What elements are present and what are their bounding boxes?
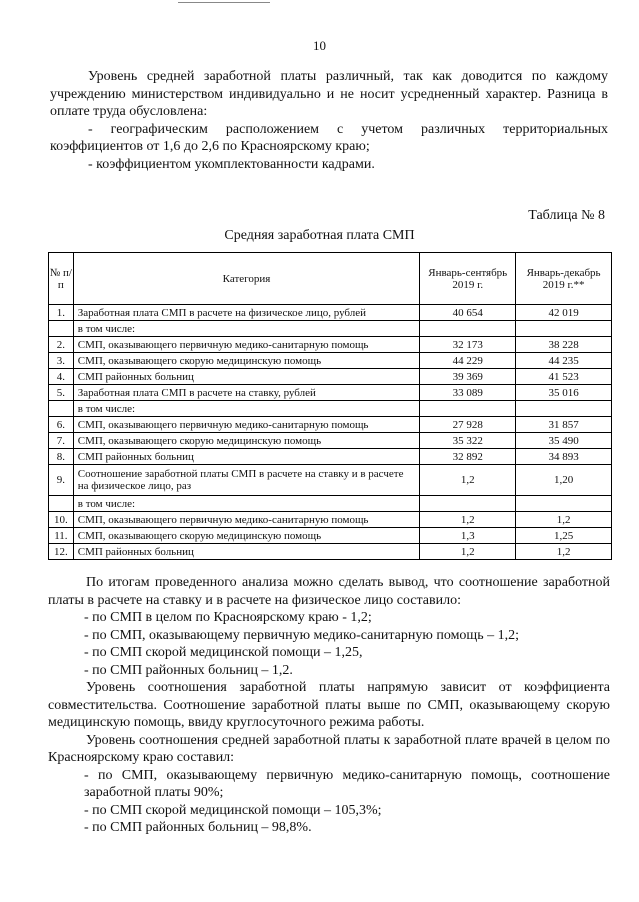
table-header-row: [49, 253, 612, 305]
intro-bullet: - географическим расположением с учетом различных территориальных коэффициентов от 1,6 до 2,6 по Красноярскому краю;: [50, 121, 608, 154]
row-number: [49, 321, 74, 337]
conclusion-list-item: - по СМП районных больниц – 1,2.: [84, 662, 293, 678]
row-number: 1.: [49, 305, 74, 321]
row-value-col2: 1,25: [516, 528, 612, 544]
row-value-col1: [420, 321, 516, 337]
row-value-col2: 38 228: [516, 337, 612, 353]
intro-section: [50, 68, 608, 173]
row-value-col1: 32 173: [420, 337, 516, 353]
row-value-col1: 39 369: [420, 369, 516, 385]
row-value-col1: 1,2: [420, 465, 516, 496]
row-value-col2: 35 490: [516, 433, 612, 449]
conclusion-list-item: - по СМП скорой медицинской помощи – 105,3%;: [84, 802, 382, 818]
row-category: СМП районных больниц: [73, 449, 420, 465]
conclusion-list-item: - по СМП, оказывающему первичную медико-санитарную помощь – 1,2;: [84, 627, 519, 643]
salary-table: [48, 252, 612, 560]
table-row: [49, 433, 612, 449]
conclusion-list-item: - по СМП скорой медицинской помощи – 1,25,: [84, 645, 363, 660]
table-row: [49, 305, 612, 321]
row-value-col1: 35 322: [420, 433, 516, 449]
table-row: [49, 544, 612, 560]
row-category: в том числе:: [73, 496, 420, 512]
table-row: [49, 465, 612, 496]
row-number: 8.: [49, 449, 74, 465]
row-value-col1: [420, 401, 516, 417]
header-col1: Январь-сентябрь 2019 г.: [420, 253, 516, 305]
table-label: Таблица № 8: [528, 208, 605, 223]
row-category: СМП районных больниц: [73, 369, 420, 385]
intro-paragraph: Уровень средней заработной платы различный, так как доводится по каждому учреждению министерством индивидуально и не носит усредненный характер. Разница в оплате труда обусловлена:: [50, 69, 608, 119]
row-category: СМП, оказывающего скорую медицинскую помощь: [73, 353, 420, 369]
row-number: 11.: [49, 528, 74, 544]
row-value-col2: 31 857: [516, 417, 612, 433]
row-number: 12.: [49, 544, 74, 560]
row-value-col1: 1,3: [420, 528, 516, 544]
row-value-col2: 34 893: [516, 449, 612, 465]
conclusion-list-item: - по СМП районных больниц – 98,8%.: [84, 820, 312, 835]
row-value-col2: 1,2: [516, 544, 612, 560]
table-row: [49, 401, 612, 417]
row-value-col2: 44 235: [516, 353, 612, 369]
table-row: [49, 449, 612, 465]
table-row: [49, 385, 612, 401]
table-row: [49, 496, 612, 512]
table-row: [49, 337, 612, 353]
header-category: Категория: [73, 253, 420, 305]
row-number: 10.: [49, 512, 74, 528]
row-value-col2: [516, 401, 612, 417]
table-row: [49, 321, 612, 337]
intro-bullet: - коэффициентом укомплектованности кадрами.: [88, 156, 375, 172]
conclusion-list-item: - по СМП в целом по Красноярскому краю - 1,2;: [84, 610, 372, 625]
row-value-col1: 27 928: [420, 417, 516, 433]
row-value-col1: 33 089: [420, 385, 516, 401]
top-rule: [178, 2, 270, 3]
row-value-col1: 40 654: [420, 305, 516, 321]
row-category: СМП районных больниц: [73, 544, 420, 560]
row-category: СМП, оказывающего первичную медико-санитарную помощь: [73, 512, 420, 528]
row-category: Заработная плата СМП в расчете на физическое лицо, рублей: [73, 305, 420, 321]
row-number: 9.: [49, 465, 74, 496]
row-category: Соотношение заработной платы СМП в расчете на ставку и в расчете на физическое лицо, раз: [73, 465, 420, 496]
row-value-col1: [420, 496, 516, 512]
row-value-col2: 42 019: [516, 305, 612, 321]
header-num: № п/п: [49, 253, 74, 305]
row-number: [49, 401, 74, 417]
row-number: 4.: [49, 369, 74, 385]
conclusion-paragraph: По итогам проведенного анализа можно сделать вывод, что соотношение заработной платы в расчете на ставку и в расчете на физическое лицо составило:: [48, 575, 610, 608]
row-number: 2.: [49, 337, 74, 353]
table-row: [49, 512, 612, 528]
conclusion-paragraph: Уровень соотношения заработной платы напрямую зависит от коэффициента совместительства. Соотношение заработной платы выше по СМП, оказывающему скорую медицинскую помощь, ввиду круглосуточного режима работы.: [48, 680, 610, 730]
table-row: [49, 353, 612, 369]
row-value-col2: [516, 496, 612, 512]
row-value-col1: 1,2: [420, 544, 516, 560]
row-value-col2: [516, 321, 612, 337]
conclusion-paragraph: Уровень соотношения средней заработной платы к заработной плате врачей в целом по Красноярскому краю составил:: [48, 732, 610, 765]
row-category: Заработная плата СМП в расчете на ставку, рублей: [73, 385, 420, 401]
row-value-col2: 1,2: [516, 512, 612, 528]
table-title: Средняя заработная плата СМП: [224, 228, 415, 243]
row-number: 6.: [49, 417, 74, 433]
header-col2: Январь-декабрь 2019 г.**: [516, 253, 612, 305]
row-category: в том числе:: [73, 321, 420, 337]
row-value-col2: 1,20: [516, 465, 612, 496]
row-category: СМП, оказывающего первичную медико-санитарную помощь: [73, 417, 420, 433]
row-number: [49, 496, 74, 512]
row-category: СМП, оказывающего скорую медицинскую помощь: [73, 528, 420, 544]
conclusion-list-item: - по СМП, оказывающему первичную медико-санитарную помощь, соотношение заработной платы 90%;: [84, 767, 610, 800]
row-value-col1: 44 229: [420, 353, 516, 369]
table-row: [49, 417, 612, 433]
row-number: 3.: [49, 353, 74, 369]
row-category: СМП, оказывающего скорую медицинскую помощь: [73, 433, 420, 449]
row-number: 7.: [49, 433, 74, 449]
row-value-col2: 35 016: [516, 385, 612, 401]
row-category: в том числе:: [73, 401, 420, 417]
row-value-col1: 32 892: [420, 449, 516, 465]
row-value-col2: 41 523: [516, 369, 612, 385]
conclusion-section: [48, 574, 610, 837]
row-category: СМП, оказывающего первичную медико-санитарную помощь: [73, 337, 420, 353]
table-row: [49, 528, 612, 544]
table-row: [49, 369, 612, 385]
page-number: 10: [313, 38, 326, 53]
row-number: 5.: [49, 385, 74, 401]
row-value-col1: 1,2: [420, 512, 516, 528]
